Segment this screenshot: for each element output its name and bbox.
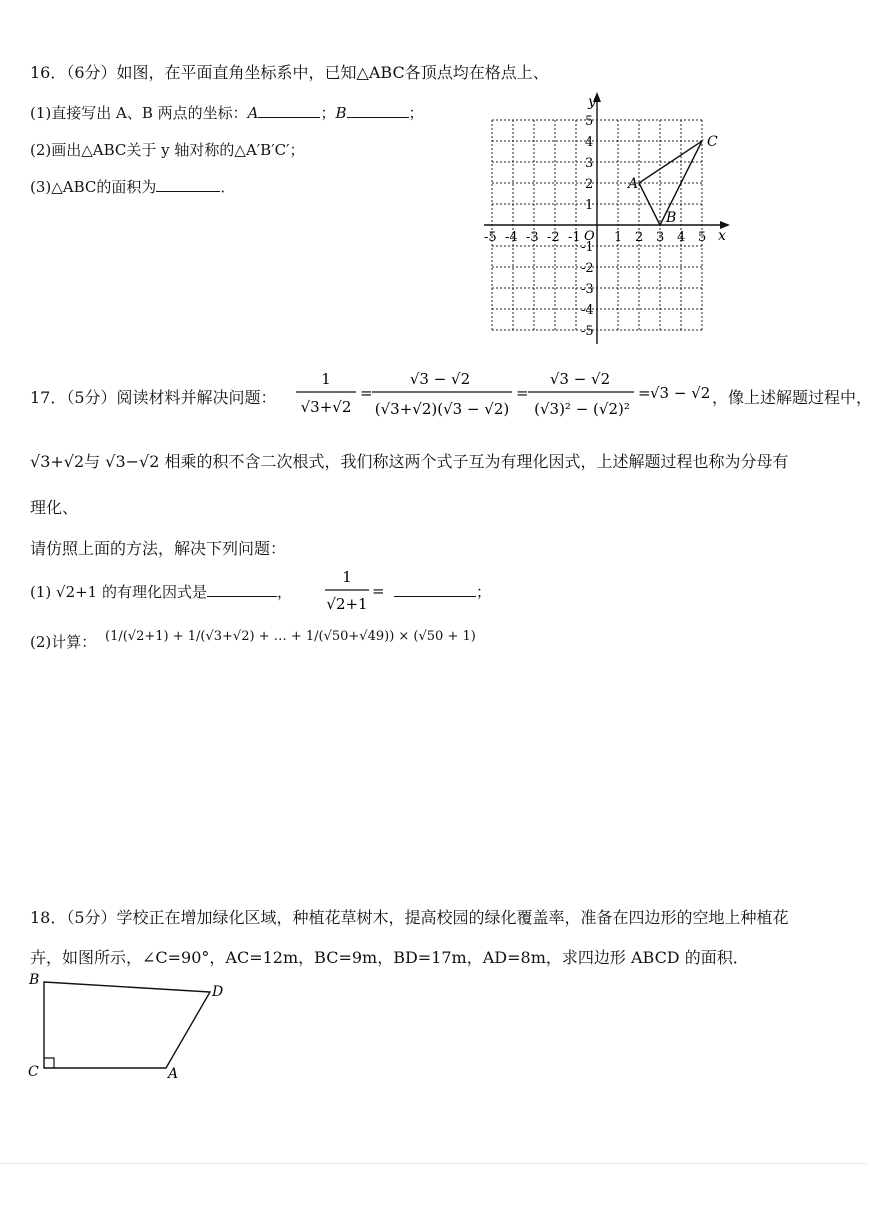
x-tick-label: 3 <box>656 230 665 245</box>
vertex-d-label: D <box>212 984 224 1000</box>
y-axis-label: y <box>588 94 596 110</box>
q16-answer-blank-b[interactable] <box>347 103 409 118</box>
q17-answer-blank-result[interactable] <box>394 582 476 597</box>
y-tick-label: -1 <box>581 240 594 255</box>
q17-line3: 理化、 <box>30 498 79 517</box>
q17-line2-prefix: √3+√2 <box>30 452 85 471</box>
x-tick-label: 2 <box>635 230 644 245</box>
x-tick-label: -1 <box>568 230 581 245</box>
point-b-label: B <box>666 210 677 226</box>
q16-part1-prefix: (1)直接写出 A、B 两点的坐标： <box>30 104 248 122</box>
q17-part1-fraction <box>322 566 385 616</box>
q17-part2 <box>30 632 96 652</box>
q17-part1-prefix: (1) √2+1 的有理化因式是 <box>30 583 207 601</box>
svg-text:√3+√2: √3+√2 <box>300 398 352 416</box>
q16-part3 <box>30 177 235 197</box>
q17-header: 17．（5分）阅读材料并解决问题： <box>30 388 277 407</box>
x-tick-label: -4 <box>505 230 518 245</box>
x-tick-label: -5 <box>484 230 497 245</box>
svg-text:=: = <box>360 384 373 402</box>
q17-answer-blank-factor[interactable] <box>207 582 277 597</box>
q17-part1 <box>30 582 292 602</box>
svg-text:=: = <box>516 384 529 402</box>
q17-line2-rest: 与 √3−√2 相乘的积不含二次根式，我们称这两个式子互为有理化因式，上述解题过程也称为分母有 <box>84 452 789 471</box>
y-tick-label: 4 <box>585 135 594 150</box>
svg-text:1: 1 <box>342 568 352 586</box>
y-tick-label: 2 <box>585 177 594 192</box>
q18-quadrilateral-figure <box>24 970 234 1082</box>
right-angle-mark <box>44 1058 54 1068</box>
q17-line2 <box>30 451 789 473</box>
q16-part1-sep: ； <box>320 104 336 122</box>
x-tick-label: 4 <box>677 230 686 245</box>
x-tick-label: 5 <box>698 230 707 245</box>
y-tick-label: -5 <box>581 324 594 339</box>
svg-text:√3 − √2: √3 − √2 <box>409 370 471 388</box>
q17-equation <box>294 364 714 430</box>
q18-line2: 卉，如图所示，∠C=90°，AC=12m，BC=9m，BD=17m，AD=8m，求四边形 ABCD 的面积． <box>30 948 749 967</box>
q17-eq-tail: ，像上述解题过程中， <box>712 388 872 407</box>
origin-label: O <box>584 229 595 244</box>
vertex-b-label: B <box>29 972 40 988</box>
y-tick-label: 1 <box>585 198 594 213</box>
vertex-c-label: C <box>28 1064 39 1080</box>
x-tick-label: -2 <box>547 230 560 245</box>
q16-part1-a-label: A <box>247 104 259 122</box>
y-tick-label: 5 <box>585 114 594 129</box>
q16-part3-end: ． <box>220 178 236 196</box>
q16-answer-blank-a[interactable] <box>258 103 320 118</box>
q16-part2: (2)画出△ABC关于 y 轴对称的△A′B′C′； <box>30 141 305 159</box>
x-tick-label: -3 <box>526 230 539 245</box>
q16-answer-blank-area[interactable] <box>156 177 220 192</box>
q17-part1-mid: ， <box>277 583 293 601</box>
svg-text:=: = <box>638 384 651 402</box>
svg-text:(√3)² − (√2)²: (√3)² − (√2)² <box>534 400 630 418</box>
y-tick-labels <box>581 114 594 339</box>
y-tick-label: -3 <box>581 282 594 297</box>
svg-text:√3 − √2: √3 − √2 <box>650 384 711 402</box>
q17-part2-expression: (1/(√2+1) + 1/(√3+√2) + … + 1/(√50+√49)) × (√50 + 1) <box>105 629 476 644</box>
q16-part1 <box>30 103 424 123</box>
point-a-label: A <box>628 176 639 192</box>
page-footer-divider <box>0 1163 867 1164</box>
q17-part1-end: ； <box>476 583 492 601</box>
svg-text:(√3+√2)(√3 − √2): (√3+√2)(√3 − √2) <box>374 400 510 418</box>
q16-part1-b-label: B <box>335 104 347 122</box>
svg-text:=: = <box>372 582 385 600</box>
y-tick-label: -4 <box>581 303 594 318</box>
q18-line1: 18．（5分）学校正在增加绿化区域，种植花草树木，提高校园的绿化覆盖率，准备在四边形的空地上种植花 <box>30 908 789 927</box>
point-c-label: C <box>707 134 718 150</box>
x-axis-label: x <box>718 228 726 244</box>
svg-text:√2+1: √2+1 <box>326 595 368 613</box>
x-tick-labels <box>484 230 706 245</box>
vertex-a-label: A <box>168 1066 179 1082</box>
q17-line4: 请仿照上面的方法，解决下列问题： <box>30 539 287 558</box>
svg-text:√3 − √2: √3 − √2 <box>549 370 611 388</box>
q16-header: 16．（6分）如图，在平面直角坐标系中，已知△ABC各顶点均在格点上、 <box>30 63 549 82</box>
x-tick-label: 1 <box>614 230 623 245</box>
q16-part3-prefix: (3)△ABC的面积为 <box>30 178 157 196</box>
q17-part1-answer <box>394 582 491 602</box>
quadrilateral-abcd <box>44 982 210 1068</box>
q16-part1-end: ； <box>408 104 424 122</box>
q17-part2-prefix: (2)计算： <box>30 633 97 651</box>
svg-text:1: 1 <box>321 370 331 388</box>
y-tick-label: -2 <box>581 261 594 276</box>
y-tick-label: 3 <box>585 156 594 171</box>
q16-coordinate-grid-figure <box>478 88 738 350</box>
